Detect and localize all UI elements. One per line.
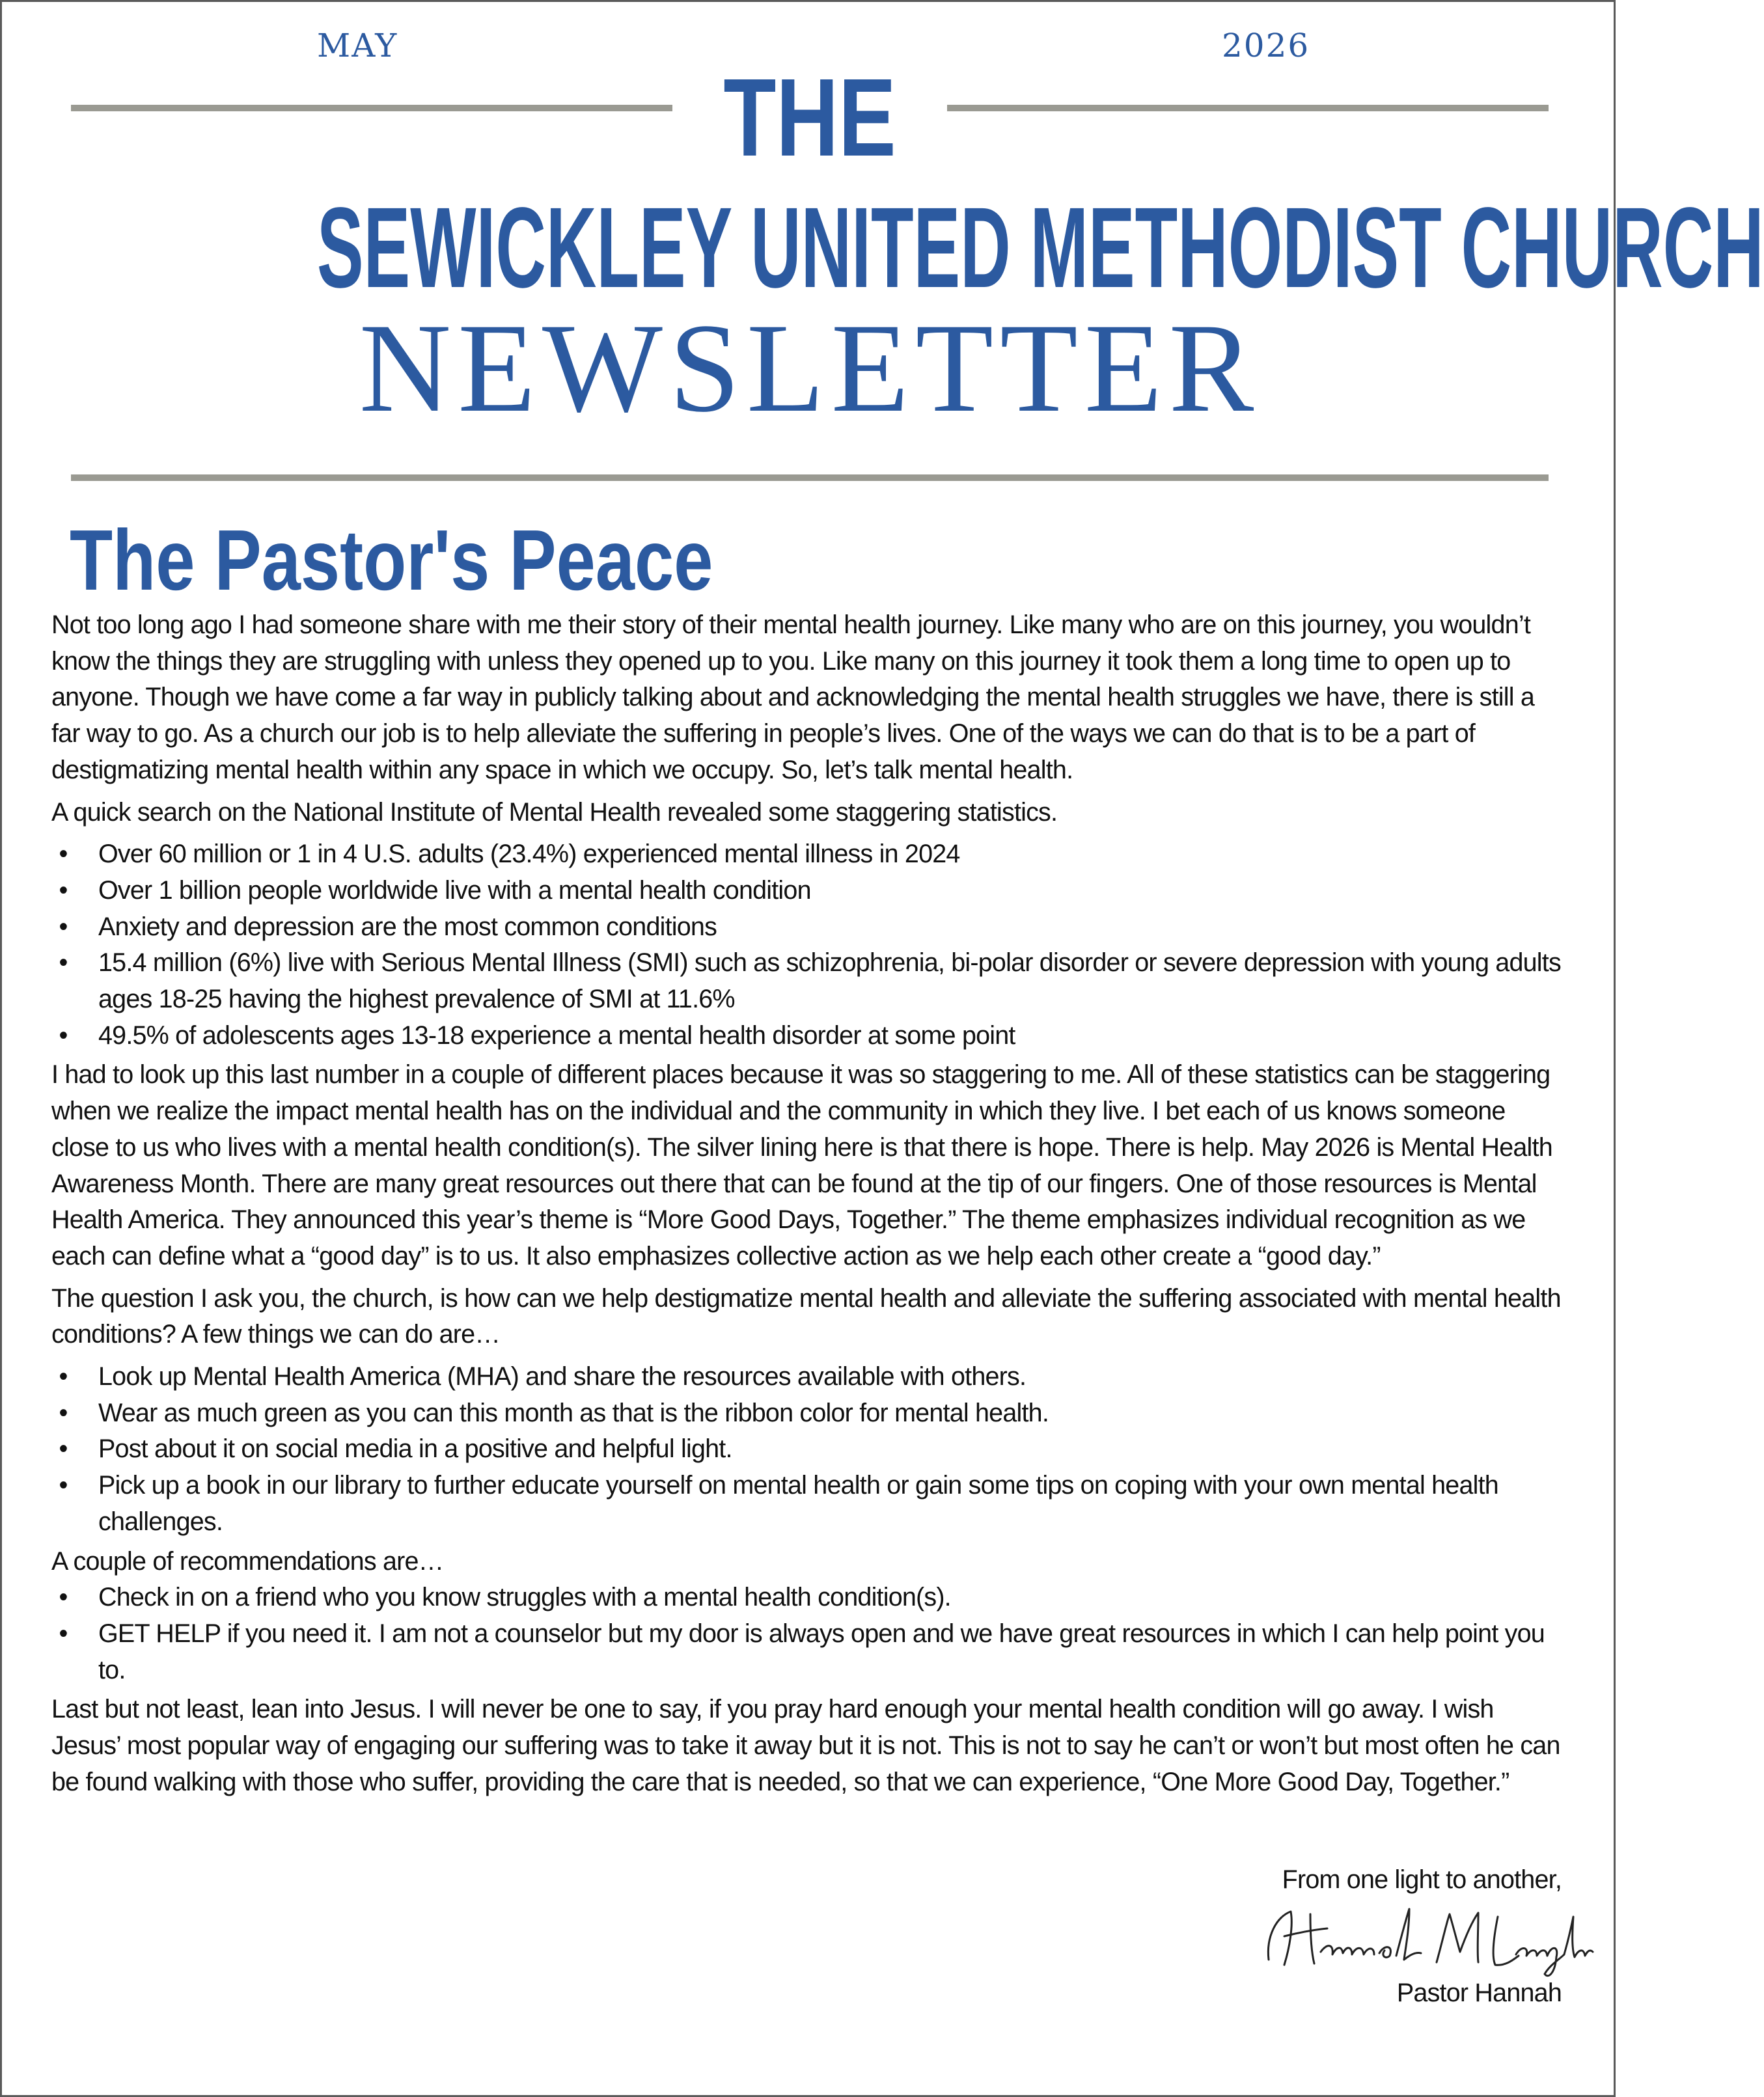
list-item: • Check in on a friend who you know struggles with a mental health condition(s). [51,1580,1565,1616]
list-item: • Wear as much green as you can this month as that is the ribbon color for mental health. [51,1395,1565,1432]
list-item: • Pick up a book in our library to further educate yourself on mental health or gain some tips on coping with your own mental health challenges. [51,1468,1565,1540]
masthead-newsletter: NEWSLETTER [359,297,1261,439]
list-item: • GET HELP if you need it. I am not a counselor but my door is always open and we have great resources in which I can help point you to. [51,1616,1565,1688]
recommendations-list [51,1580,1565,1688]
bullet-icon: • [59,1471,68,1500]
bullet-icon: • [59,840,68,869]
masthead-church-name: SEWICKLEY UNITED METHODIST CHURCH [316,184,1764,312]
masthead-the: THE [723,56,896,180]
article-title: The Pastor's Peace [70,512,713,608]
closing-line: From one light to another, [1282,1865,1562,1894]
pastor-name: Pastor Hannah [1396,1979,1562,2007]
list-item: • Over 1 billion people worldwide live with a mental health condition [51,873,1565,909]
paragraph-question: The question I ask you, the church, is how can we help destigmatize mental health and alleviate the suffering associated with mental health conditions? A few things we can do are… [51,1283,1561,1349]
list-item: • Over 60 million or 1 in 4 U.S. adults (23.4%) experienced mental illness in 2024 [51,836,1565,873]
bullet-icon: • [59,1619,68,1648]
bullet-icon: • [59,875,68,905]
masthead-rule-bottom [71,474,1549,481]
bullet-icon: • [59,1583,68,1612]
list-item: • Look up Mental Health America (MHA) and share the resources available with others. [51,1359,1565,1395]
article-body [51,607,1565,1807]
bullet-icon: • [59,1362,68,1391]
list-item: • 15.4 million (6%) live with Serious Mental Illness (SMI) such as schizophrenia, bi-polar disorder or severe depression with young adults ages 18-25 having the highest prevalence of SMI at 11.6% [51,945,1565,1017]
list-item: • Post about it on social media in a positive and helpful light. [51,1431,1565,1468]
actions-list [51,1359,1565,1541]
paragraph-recommendations-lead: A couple of recommendations are… [51,1546,444,1576]
list-item: • Anxiety and depression are the most common conditions [51,909,1565,946]
bullet-icon: • [59,1434,68,1464]
signature-image [1250,1897,1595,1982]
masthead-year: 2026 [1222,27,1310,64]
paragraph-intro: Not too long ago I had someone share with me their story of their mental health journey. Like many who are on this journey, you wouldn’t know the things they are struggling with unless they opened up to you. Like many on this journey it took them a long time to open up to anyone. Though we have come a far way in publicly talking about and acknowledging the mental health struggles we have, there is still a far way to go. As a church our job is to help alleviate the suffering in people’s lives. One of the ways we can do that is to be a part of destigmatizing mental health within any space in which we occupy. So, let’s talk mental health. [51,610,1535,784]
list-item: • 49.5% of adolescents ages 13-18 experience a mental health disorder at some point [51,1018,1565,1054]
statistics-list [51,836,1565,1054]
bullet-icon: • [59,912,68,941]
paragraph-awareness: I had to look up this last number in a couple of different places because it was so staggering to me. All of these statistics can be staggering when we realize the impact mental health has on the individual and the community in which they live. I bet each of us knows someone close to us who lives with a mental health condition(s). The silver lining here is that there is hope. There is help. May 2026 is Mental Health Awareness Month. There are many great resources out there that can be found at the tip of our fingers. One of those resources is Mental Health America. They announced this year’s theme is “More Good Days, Together.” The theme emphasizes individual recognition as we each can define what a “good day” is to us. It also emphasizes collective action as we help each other create a “good day.” [51,1060,1552,1270]
paragraph-conclusion: Last but not least, lean into Jesus. I will never be one to say, if you pray hard enough your mental health condition will go away. I wish Jesus’ most popular way of engaging our suffering was to take it away but it is not. This is not to say he can’t or won’t but most often he can be found walking with those who suffer, providing the care that is needed, so that we can experience, “One More Good Day, Together.” [51,1695,1560,1796]
paragraph-statistics-lead: A quick search on the National Institute of Mental Health revealed some staggering statistics. [51,797,1058,827]
bullet-icon: • [59,948,68,978]
bullet-icon: • [59,1021,68,1050]
bullet-icon: • [59,1398,68,1427]
masthead-month: MAY [317,27,398,64]
